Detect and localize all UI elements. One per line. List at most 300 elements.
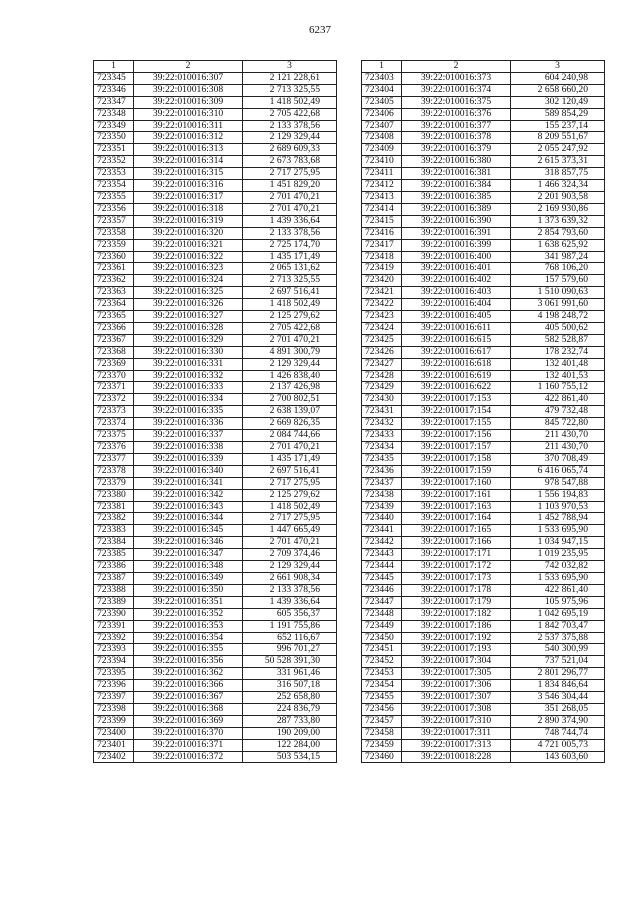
table-row [94,430,337,442]
row-number: 723449 [362,620,402,632]
cadastral-value: 1 418 502,49 [243,96,337,108]
table-row [362,132,605,144]
table-row [362,430,605,442]
table-row [94,168,337,180]
cadastral-number: 39:22:010016:341 [134,477,243,489]
table-row [94,132,337,144]
cadastral-number: 39:22:010016:338 [134,442,243,454]
cadastral-number: 39:22:010016:611 [402,322,511,334]
row-number: 723395 [94,668,134,680]
table-row [362,632,605,644]
row-number: 723389 [94,596,134,608]
row-number: 723363 [94,287,134,299]
cadastral-number: 39:22:010016:313 [134,144,243,156]
row-number: 723347 [94,96,134,108]
table-row [94,108,337,120]
row-number: 723450 [362,632,402,644]
cadastral-number: 39:22:010016:400 [402,251,511,263]
table-row [362,715,605,727]
table-row [94,692,337,704]
cadastral-value: 2 169 930,86 [511,203,605,215]
cadastral-number: 39:22:010016:352 [134,608,243,620]
cadastral-value: 742 032,82 [511,561,605,573]
cadastral-value: 2 137 426,98 [243,382,337,394]
cadastral-number: 39:22:010016:325 [134,287,243,299]
cadastral-value: 1 373 639,32 [511,215,605,227]
cadastral-number: 39:22:010016:327 [134,311,243,323]
table-row [94,572,337,584]
cadastral-number: 39:22:010016:369 [134,715,243,727]
row-number: 723399 [94,715,134,727]
cadastral-value: 3 061 991,60 [511,299,605,311]
row-number: 723447 [362,596,402,608]
row-number: 723376 [94,442,134,454]
cadastral-number: 39:22:010016:337 [134,430,243,442]
row-number: 723362 [94,275,134,287]
cadastral-number: 39:22:010017:186 [402,620,511,632]
table-row [94,156,337,168]
row-number: 723415 [362,215,402,227]
table-row [94,584,337,596]
row-number: 723378 [94,465,134,477]
page-number: 6237 [309,24,331,36]
cadastral-number: 39:22:010016:342 [134,489,243,501]
table-row [362,382,605,394]
row-number: 723459 [362,739,402,751]
cadastral-number: 39:22:010017:157 [402,442,511,454]
cadastral-number: 39:22:010016:618 [402,358,511,370]
table-row [362,287,605,299]
cadastral-number: 39:22:010017:305 [402,668,511,680]
row-number: 723345 [94,72,134,84]
cadastral-value: 1 103 970,53 [511,501,605,513]
cadastral-value: 737 521,04 [511,656,605,668]
cadastral-value: 2 701 470,21 [243,334,337,346]
cadastral-value: 978 547,88 [511,477,605,489]
row-number: 723346 [94,84,134,96]
table-row [362,703,605,715]
cadastral-value: 211 430,70 [511,430,605,442]
cadastral-number: 39:22:010016:319 [134,215,243,227]
cadastral-number: 39:22:010016:366 [134,680,243,692]
row-number: 723400 [94,727,134,739]
table-row [362,692,605,704]
row-number: 723444 [362,561,402,573]
cadastral-value: 1 510 090,63 [511,287,605,299]
table-row [362,549,605,561]
table-row [362,108,605,120]
row-number: 723361 [94,263,134,275]
cadastral-number: 39:22:010016:403 [402,287,511,299]
cadastral-value: 143 603,60 [511,751,605,763]
table-row [362,751,605,763]
cadastral-value: 8 209 551,67 [511,132,605,144]
row-number: 723393 [94,644,134,656]
row-number: 723413 [362,191,402,203]
cadastral-value: 2 701 470,21 [243,191,337,203]
row-number: 723451 [362,644,402,656]
cadastral-value: 1 019 235,95 [511,549,605,561]
row-number: 723358 [94,227,134,239]
table-row [94,561,337,573]
cadastral-value: 331 961,46 [243,668,337,680]
cadastral-value: 2 133 378,56 [243,227,337,239]
cadastral-number: 39:22:010016:356 [134,656,243,668]
cadastral-number: 39:22:010016:617 [402,346,511,358]
row-number: 723442 [362,537,402,549]
row-number: 723373 [94,406,134,418]
cadastral-value: 2 890 374,90 [511,715,605,727]
row-number: 723388 [94,584,134,596]
table-row [94,442,337,454]
table-row [94,525,337,537]
table-row [362,406,605,418]
cadastral-value: 1 439 336,64 [243,215,337,227]
table-row [362,596,605,608]
cadastral-value: 224 836,79 [243,703,337,715]
cadastral-value: 155 237,14 [511,120,605,132]
cadastral-number: 39:22:010016:405 [402,311,511,323]
table-row [362,227,605,239]
column-header-1: 1 [94,61,134,73]
cadastral-value: 2 615 373,31 [511,156,605,168]
row-number: 723404 [362,84,402,96]
row-number: 723396 [94,680,134,692]
cadastral-number: 39:22:010016:389 [402,203,511,215]
column-header-2: 2 [402,61,511,73]
cadastral-number: 39:22:010016:330 [134,346,243,358]
row-number: 723387 [94,572,134,584]
row-number: 723460 [362,751,402,763]
table-row [362,72,605,84]
cadastral-value: 605 356,37 [243,608,337,620]
table-row [94,501,337,513]
cadastral-number: 39:22:010016:331 [134,358,243,370]
cadastral-value: 422 861,40 [511,394,605,406]
cadastral-number: 39:22:010016:328 [134,322,243,334]
cadastral-value: 190 209,00 [243,727,337,739]
cadastral-value: 370 708,49 [511,453,605,465]
row-number: 723425 [362,334,402,346]
cadastral-number: 39:22:010016:312 [134,132,243,144]
cadastral-number: 39:22:010016:384 [402,180,511,192]
cadastral-number: 39:22:010016:367 [134,692,243,704]
cadastral-value: 2 725 174,70 [243,239,337,251]
table-row [94,394,337,406]
table-row [94,715,337,727]
cadastral-number: 39:22:010017:156 [402,430,511,442]
table-row [362,513,605,525]
row-number: 723381 [94,501,134,513]
cadastral-value: 287 733,80 [243,715,337,727]
table-row [362,263,605,275]
row-number: 723429 [362,382,402,394]
column-header-3: 3 [243,61,337,73]
table-row [362,322,605,334]
table-row [362,739,605,751]
table-row [362,477,605,489]
row-number: 723445 [362,572,402,584]
row-number: 723436 [362,465,402,477]
table-row [94,727,337,739]
cadastral-number: 39:22:010016:314 [134,156,243,168]
table-row [94,406,337,418]
cadastral-value: 1 418 502,49 [243,299,337,311]
row-number: 723430 [362,394,402,406]
table-row [94,299,337,311]
cadastral-number: 39:22:010016:615 [402,334,511,346]
table-row [362,537,605,549]
cadastral-number: 39:22:010018:228 [402,751,511,763]
table-row [94,287,337,299]
cadastral-table-right [361,60,605,763]
table-row [94,334,337,346]
cadastral-number: 39:22:010016:336 [134,418,243,430]
cadastral-number: 39:22:010017:311 [402,727,511,739]
cadastral-number: 39:22:010017:173 [402,572,511,584]
row-number: 723441 [362,525,402,537]
cadastral-number: 39:22:010016:376 [402,108,511,120]
row-number: 723424 [362,322,402,334]
cadastral-number: 39:22:010016:399 [402,239,511,251]
cadastral-value: 1 191 755,86 [243,620,337,632]
cadastral-value: 1 451 829,20 [243,180,337,192]
row-number: 723351 [94,144,134,156]
cadastral-value: 2 125 279,62 [243,489,337,501]
cadastral-value: 2 638 139,07 [243,406,337,418]
cadastral-value: 2 705 422,68 [243,108,337,120]
cadastral-number: 39:22:010017:159 [402,465,511,477]
cadastral-value: 1 842 703,47 [511,620,605,632]
table-row [94,215,337,227]
cadastral-value: 2 084 744,66 [243,430,337,442]
cadastral-number: 39:22:010017:153 [402,394,511,406]
cadastral-number: 39:22:010016:380 [402,156,511,168]
cadastral-value: 1 834 846,64 [511,680,605,692]
cadastral-number: 39:22:010017:306 [402,680,511,692]
cadastral-value: 2 201 903,58 [511,191,605,203]
row-number: 723417 [362,239,402,251]
cadastral-number: 39:22:010016:334 [134,394,243,406]
row-number: 723371 [94,382,134,394]
cadastral-number: 39:22:010016:378 [402,132,511,144]
row-number: 723439 [362,501,402,513]
row-number: 723427 [362,358,402,370]
column-header-2: 2 [134,61,243,73]
cadastral-value: 2 709 374,46 [243,549,337,561]
cadastral-number: 39:22:010016:321 [134,239,243,251]
cadastral-value: 1 533 695,90 [511,525,605,537]
cadastral-table-left [93,60,337,763]
cadastral-value: 2 125 279,62 [243,311,337,323]
cadastral-number: 39:22:010016:322 [134,251,243,263]
cadastral-number: 39:22:010017:161 [402,489,511,501]
cadastral-value: 748 744,74 [511,727,605,739]
cadastral-value: 2 801 296,77 [511,668,605,680]
cadastral-number: 39:22:010016:311 [134,120,243,132]
table-row [362,191,605,203]
cadastral-number: 39:22:010016:619 [402,370,511,382]
row-number: 723349 [94,120,134,132]
cadastral-value: 768 106,20 [511,263,605,275]
cadastral-value: 351 268,05 [511,703,605,715]
cadastral-value: 582 528,87 [511,334,605,346]
table-row [94,465,337,477]
cadastral-number: 39:22:010017:179 [402,596,511,608]
cadastral-value: 2 133 378,56 [243,120,337,132]
table-row [362,311,605,323]
cadastral-number: 39:22:010016:402 [402,275,511,287]
cadastral-number: 39:22:010016:368 [134,703,243,715]
cadastral-value: 2 661 908,34 [243,572,337,584]
table-row [362,525,605,537]
row-number: 723452 [362,656,402,668]
cadastral-value: 302 120,49 [511,96,605,108]
cadastral-number: 39:22:010016:622 [402,382,511,394]
cadastral-value: 4 891 300,79 [243,346,337,358]
cadastral-number: 39:22:010016:340 [134,465,243,477]
cadastral-value: 2 701 470,21 [243,442,337,454]
cadastral-number: 39:22:010016:310 [134,108,243,120]
cadastral-value: 2 701 470,21 [243,537,337,549]
row-number: 723407 [362,120,402,132]
row-number: 723391 [94,620,134,632]
cadastral-number: 39:22:010017:163 [402,501,511,513]
table-row [94,596,337,608]
table-row [362,668,605,680]
cadastral-number: 39:22:010016:349 [134,572,243,584]
row-number: 723421 [362,287,402,299]
cadastral-value: 50 528 391,30 [243,656,337,668]
cadastral-value: 845 722,80 [511,418,605,430]
cadastral-number: 39:22:010017:171 [402,549,511,561]
cadastral-value: 2 717 275,95 [243,513,337,525]
cadastral-value: 405 500,62 [511,322,605,334]
cadastral-value: 2 055 247,92 [511,144,605,156]
table-row [94,227,337,239]
row-number: 723360 [94,251,134,263]
row-number: 723448 [362,608,402,620]
cadastral-number: 39:22:010016:391 [402,227,511,239]
cadastral-value: 2 689 609,33 [243,144,337,156]
cadastral-value: 2 717 275,95 [243,477,337,489]
row-number: 723409 [362,144,402,156]
cadastral-number: 39:22:010016:318 [134,203,243,215]
row-number: 723384 [94,537,134,549]
cadastral-value: 132 401,53 [511,370,605,382]
table-row [94,537,337,549]
row-number: 723433 [362,430,402,442]
cadastral-number: 39:22:010016:347 [134,549,243,561]
row-number: 723380 [94,489,134,501]
cadastral-number: 39:22:010016:346 [134,537,243,549]
cadastral-value: 2 713 325,55 [243,275,337,287]
cadastral-number: 39:22:010016:343 [134,501,243,513]
row-number: 723410 [362,156,402,168]
cadastral-number: 39:22:010017:178 [402,584,511,596]
cadastral-value: 2 121 228,61 [243,72,337,84]
table-row [94,311,337,323]
row-number: 723402 [94,751,134,763]
row-number: 723354 [94,180,134,192]
cadastral-number: 39:22:010016:351 [134,596,243,608]
row-number: 723375 [94,430,134,442]
row-number: 723392 [94,632,134,644]
cadastral-number: 39:22:010016:317 [134,191,243,203]
table-row [362,180,605,192]
table-row [94,656,337,668]
row-number: 723432 [362,418,402,430]
table-row [362,84,605,96]
row-number: 723419 [362,263,402,275]
row-number: 723367 [94,334,134,346]
cadastral-value: 1 556 194,83 [511,489,605,501]
cadastral-number: 39:22:010016:375 [402,96,511,108]
table-row [94,275,337,287]
cadastral-number: 39:22:010016:390 [402,215,511,227]
cadastral-value: 2 129 329,44 [243,132,337,144]
row-number: 723377 [94,453,134,465]
row-number: 723403 [362,72,402,84]
cadastral-value: 1 533 695,90 [511,572,605,584]
row-number: 723411 [362,168,402,180]
row-number: 723398 [94,703,134,715]
cadastral-value: 132 401,48 [511,358,605,370]
cadastral-value: 2 537 375,88 [511,632,605,644]
table-row [362,144,605,156]
table-row [362,370,605,382]
table-row [94,668,337,680]
row-number: 723368 [94,346,134,358]
table-row [362,620,605,632]
row-number: 723435 [362,453,402,465]
cadastral-value: 503 534,15 [243,751,337,763]
table-row [362,442,605,454]
table-row [362,584,605,596]
cadastral-value: 4 198 248,72 [511,311,605,323]
cadastral-number: 39:22:010016:324 [134,275,243,287]
cadastral-value: 2 673 783,68 [243,156,337,168]
cadastral-number: 39:22:010017:310 [402,715,511,727]
cadastral-number: 39:22:010017:160 [402,477,511,489]
row-number: 723418 [362,251,402,263]
cadastral-value: 2 129 329,44 [243,358,337,370]
cadastral-number: 39:22:010016:315 [134,168,243,180]
cadastral-value: 3 546 304,44 [511,692,605,704]
table-row [362,727,605,739]
table-row [94,453,337,465]
row-number: 723434 [362,442,402,454]
cadastral-number: 39:22:010016:320 [134,227,243,239]
row-number: 723412 [362,180,402,192]
table-row [94,120,337,132]
cadastral-number: 39:22:010016:355 [134,644,243,656]
row-number: 723379 [94,477,134,489]
cadastral-number: 39:22:010016:371 [134,739,243,751]
table-row [362,394,605,406]
cadastral-value: 1 435 171,49 [243,251,337,263]
cadastral-number: 39:22:010016:309 [134,96,243,108]
cadastral-number: 39:22:010016:323 [134,263,243,275]
table-row [362,334,605,346]
cadastral-number: 39:22:010016:329 [134,334,243,346]
cadastral-number: 39:22:010016:370 [134,727,243,739]
cadastral-number: 39:22:010017:182 [402,608,511,620]
table-row [94,644,337,656]
cadastral-number: 39:22:010016:377 [402,120,511,132]
cadastral-value: 2 701 470,21 [243,203,337,215]
cadastral-value: 2 658 660,20 [511,84,605,96]
